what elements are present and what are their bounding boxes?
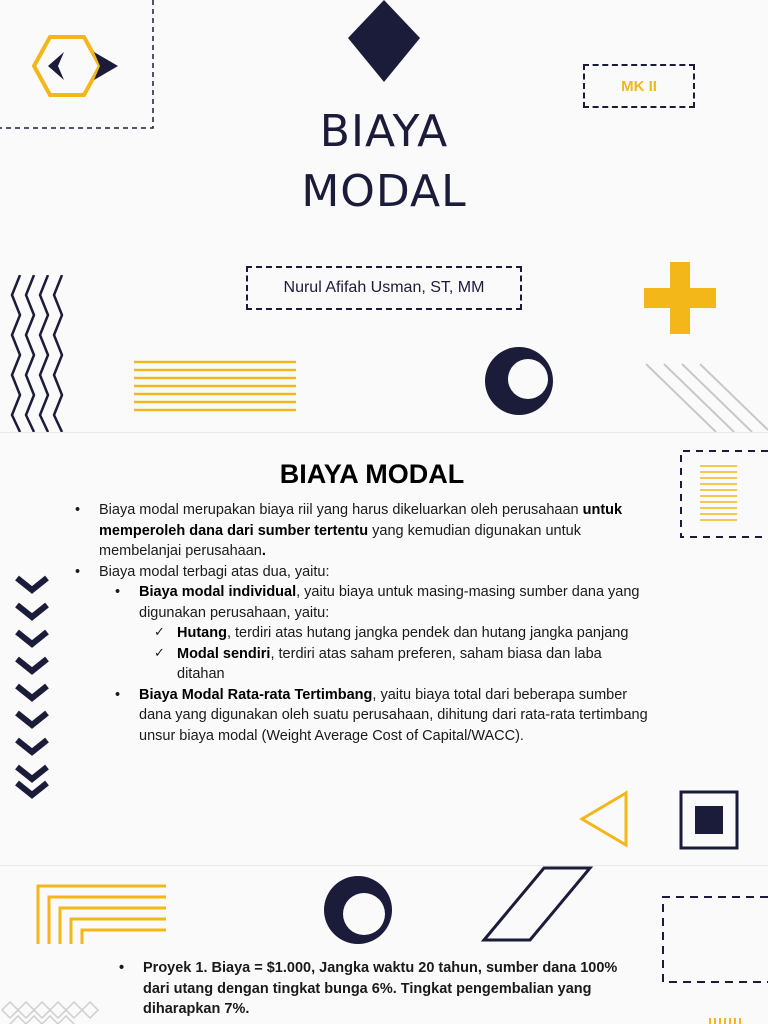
dashed-box-decoration <box>660 894 768 986</box>
example-slide <box>0 866 768 1024</box>
title-line-2: MODAL <box>301 166 467 217</box>
hexagon-arrows-icon <box>28 34 124 98</box>
title-line-1: BIAYA <box>319 106 449 157</box>
check-list-item: ✓ Modal sendiri, terdiri atas saham preferen, saham biasa dan laba ditahan <box>72 644 652 685</box>
check-list-item: ✓ Hutang, terdiri atas hutang jangka pendek dan hutang jangka panjang <box>72 623 652 644</box>
sub-list-item: • Biaya Modal Rata-rata Tertimbang, yaitu biaya total dari beberapa sumber dana yang digunakan oleh suatu perusahaan, dihitung dari rata-rata tertimbang unsur biaya modal (Weight Average Cost of Capital/WACC). <box>72 685 652 747</box>
section-heading: BIAYA MODAL <box>279 459 465 489</box>
yellow-ticks-decoration <box>708 1018 742 1024</box>
corner-lines-decoration <box>36 884 168 946</box>
plus-icon <box>644 262 716 334</box>
triangle-outline-icon <box>576 789 632 849</box>
list-item: • Biaya modal merupakan biaya riil yang harus dikeluarkan oleh perusahaan untuk memperoleh dana dari sumber tertentu yang kemudian digunakan untuk membelanjai perusahaan. <box>72 500 652 562</box>
course-code: MK II <box>621 77 657 95</box>
author-name: Nurul Afifah Usman, ST, MM <box>283 279 485 296</box>
example-list <box>116 958 636 1020</box>
dashed-box-decoration <box>678 449 768 539</box>
square-in-square-icon <box>679 790 739 850</box>
zigzag-decoration <box>10 275 70 432</box>
list-item: • Proyek 1. Biaya = $1.000, Jangka waktu 20 tahun, sumber dana 100% dari utang dengan tingkat bunga 6%. Tingkat pengembalian yang diharapkan 7%. <box>116 958 636 1020</box>
diamond-decoration <box>347 0 421 84</box>
yellow-lines-decoration <box>134 358 298 414</box>
crescent-circle-decoration <box>322 874 394 946</box>
course-code-box <box>583 64 695 108</box>
content-slide <box>0 433 768 865</box>
parallelogram-outline-decoration <box>478 866 594 944</box>
diagonal-lines-decoration <box>640 360 768 432</box>
list-item: • Biaya modal terbagi atas dua, yaitu: <box>72 562 652 583</box>
author-box <box>246 266 522 310</box>
chevron-down-stack-icon <box>14 573 52 803</box>
title-slide <box>0 0 768 432</box>
content-list <box>72 500 652 746</box>
crescent-circle-decoration <box>484 346 556 418</box>
sub-list-item: • Biaya modal individual, yaitu biaya untuk masing-masing sumber dana yang digunakan perusahaan, yaitu: <box>72 582 652 623</box>
diamond-pattern-decoration <box>0 996 110 1024</box>
page-title <box>234 102 534 222</box>
